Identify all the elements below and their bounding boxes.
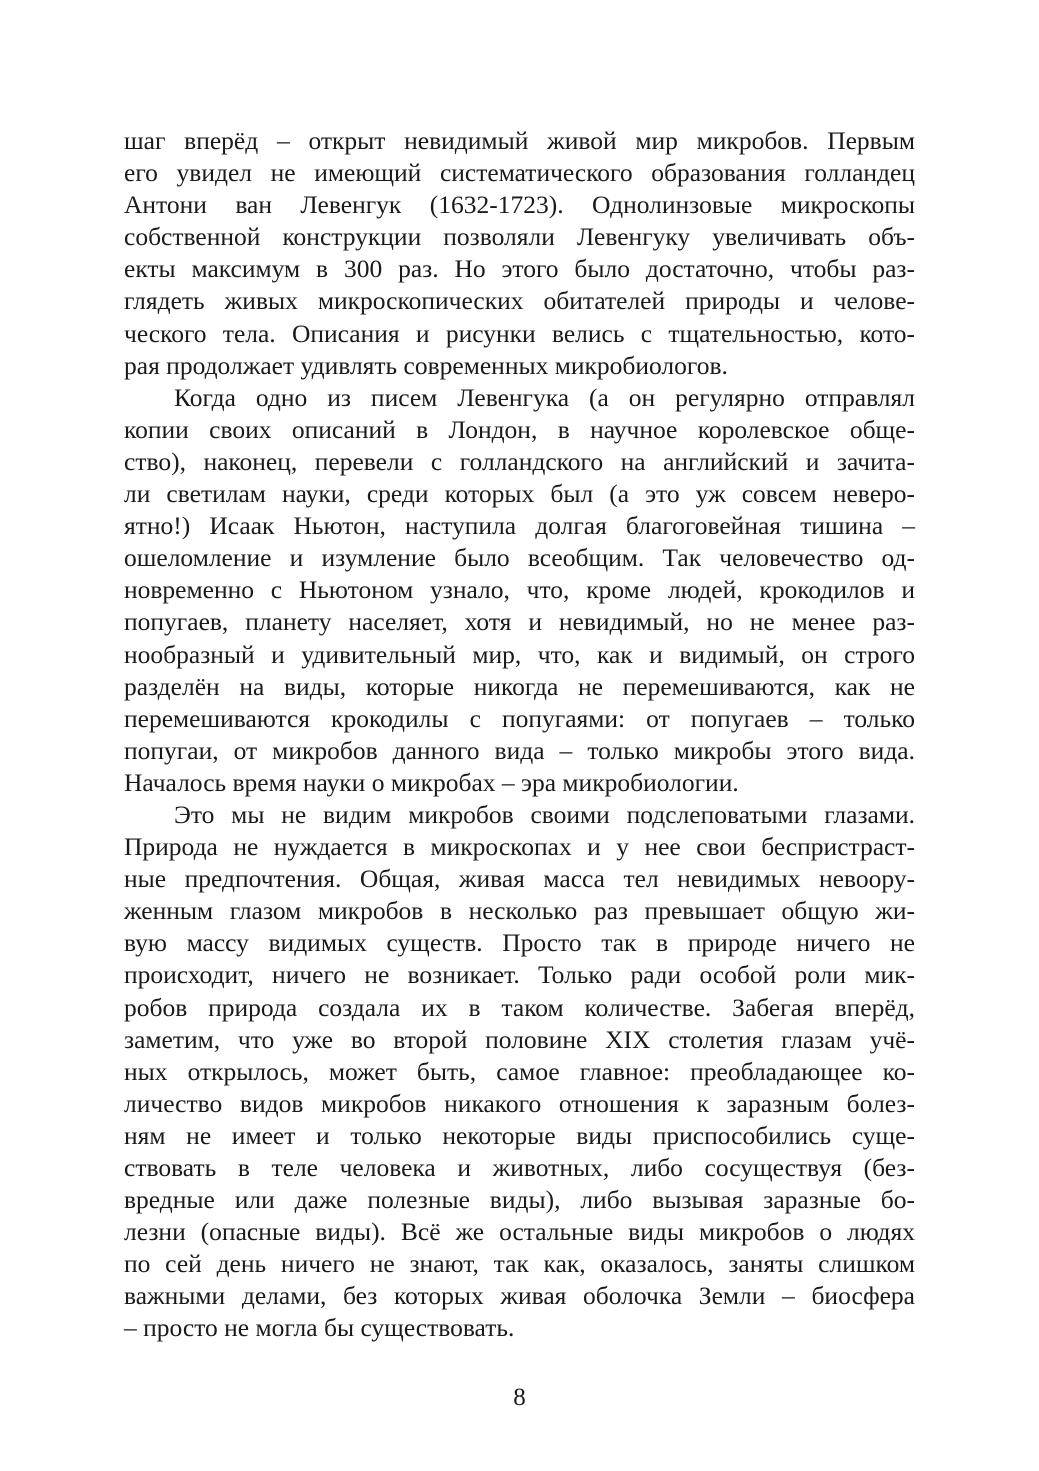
text-line: ствовать в теле человека и животных, либо сосуществуя (без-: [124, 1153, 915, 1182]
text-line: ли светилам науки, среди которых был (а это уж совсем неверо-: [124, 479, 915, 509]
text-line: важными делами, без которых живая оболочка Земли – биосфера: [124, 1281, 915, 1311]
text-line: личество видов микробов никакого отношения к заразным болез-: [124, 1088, 915, 1118]
text-line: ятно!) Исаак Ньютон, наступила долгая благоговейная тишина –: [124, 511, 915, 541]
page-number: 8: [513, 1384, 526, 1411]
text-line: попугаи, от микробов данного вида – только микробы этого вида.: [124, 735, 915, 765]
text-line: рая продолжает удивлять современных микробиологов.: [124, 350, 728, 380]
text-line: Началось время науки о микробах – эра микробиологии.: [124, 767, 739, 797]
text-line: ные предпочтения. Общая, живая масса тел невидимых невоору-: [124, 864, 915, 894]
text-line: робов природа создала их в таком количестве. Забегая вперёд,: [124, 992, 915, 1022]
text-line: ням не имеет и только некоторые виды приспособились суще-: [124, 1120, 915, 1150]
text-line: Это мы не видим микробов своими подслеповатыми глазами.: [174, 799, 915, 829]
paragraph: [124, 125, 915, 382]
text-line: лезни (опасные виды). Всё же остальные виды микробов о людях: [124, 1217, 915, 1247]
text-line: ство), наконец, перевели с голландского на английский и зачита-: [124, 446, 915, 476]
text-line: глядеть живых микроскопических обитателей природы и челове-: [124, 286, 915, 316]
text-line: перемешиваются крокодилы с попугаями: от попугаев – только: [124, 703, 915, 733]
text-line: женным глазом микробов в несколько раз превышает общую жи-: [124, 896, 915, 926]
text-line: Когда одно из писем Левенгука (а он регулярно отправлял: [174, 382, 915, 412]
paragraph: [124, 382, 915, 799]
text-line: его увидел не имеющий систематического образования голландец: [124, 158, 915, 188]
text-line: по сей день ничего не знают, так как, оказалось, заняты слишком: [124, 1249, 915, 1279]
body-text: [124, 125, 915, 1345]
text-line: попугаев, планету населяет, хотя и невидимый, но не менее раз-: [124, 607, 915, 637]
text-line: нообразный и удивительный мир, что, как и видимый, он строго: [124, 639, 915, 669]
text-line: Антони ван Левенгук (1632-1723). Однолинзовые микроскопы: [124, 190, 915, 220]
text-line: шаг вперёд – открыт невидимый живой мир микробов. Первым: [124, 126, 915, 155]
text-line: ных открылось, может быть, самое главное: преобладающее ко-: [124, 1056, 915, 1086]
text-line: копии своих описаний в Лондон, в научное королевское обще-: [124, 414, 915, 444]
text-line: – просто не могла бы существовать.: [124, 1313, 515, 1343]
text-line: ческого тела. Описания и рисунки велись с тщательностью, кото-: [124, 318, 915, 348]
text-line: заметим, что уже во второй половине XIX столетия глазам учё-: [124, 1024, 915, 1054]
text-line: вую массу видимых существ. Просто так в природе ничего не: [124, 928, 915, 958]
text-line: вредные или даже полезные виды), либо вызывая заразные бо-: [124, 1185, 915, 1215]
text-line: екты максимум в 300 раз. Но этого было достаточно, чтобы раз-: [124, 254, 915, 284]
text-line: происходит, ничего не возникает. Только ради особой роли мик-: [124, 960, 915, 990]
text-line: собственной конструкции позволяли Левенгуку увеличивать объ-: [124, 222, 915, 252]
text-line: новременно с Ньютоном узнало, что, кроме людей, крокодилов и: [124, 575, 915, 605]
paragraph: [124, 799, 915, 1345]
text-line: разделён на виды, которые никогда не перемешиваются, как не: [124, 671, 915, 701]
text-line: Природа не нуждается в микроскопах и у нее свои беспристраст-: [124, 832, 915, 862]
text-line: ошеломление и изумление было всеобщим. Так человечество од-: [124, 543, 915, 573]
